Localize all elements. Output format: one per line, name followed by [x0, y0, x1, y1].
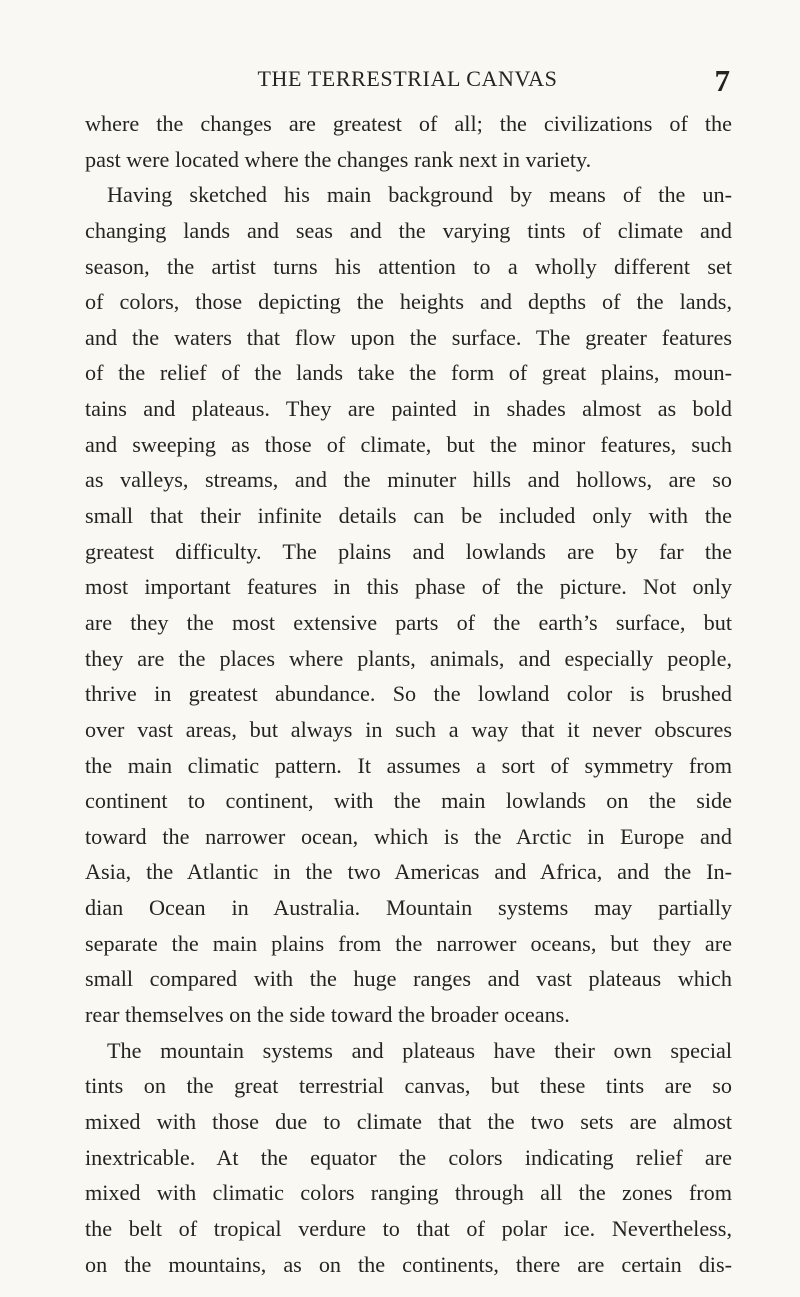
text-line: mixed with those due to climate that the two sets are almost [85, 1108, 732, 1134]
text-line: season, the artist turns his attention to a wholly different set [85, 253, 732, 279]
body-text [85, 106, 732, 1282]
text-line: and the waters that flow upon the surface. The greater features [85, 324, 732, 350]
running-header [85, 62, 730, 96]
text-line: greatest difficulty. The plains and lowlands are by far the [85, 538, 732, 564]
text-line: as valleys, streams, and the minuter hills and hollows, are so [85, 467, 732, 493]
text-line: of the relief of the lands take the form of great plains, moun- [85, 360, 732, 386]
text-line: small compared with the huge ranges and vast plateaus which [85, 966, 732, 992]
running-title: THE TERRESTRIAL CANVAS [257, 66, 558, 91]
text-line: the main climatic pattern. It assumes a sort of symmetry from [85, 752, 732, 778]
text-line: toward the narrower ocean, which is the Arctic in Europe and [85, 823, 732, 849]
text-line: The mountain systems and plateaus have their own special [107, 1037, 732, 1063]
text-line: the belt of tropical verdure to that of polar ice. Nevertheless, [85, 1215, 732, 1241]
page-number: 7 [714, 63, 730, 98]
text-line: dian Ocean in Australia. Mountain systems may partially [85, 895, 732, 921]
text-line: where the changes are greatest of all; the civilizations of the [85, 111, 732, 136]
text-line: they are the places where plants, animals, and especially people, [85, 645, 732, 671]
text-line: Having sketched his main background by means of the un- [107, 182, 732, 208]
text-line: tints on the great terrestrial canvas, but these tints are so [85, 1073, 732, 1099]
text-line: are they the most extensive parts of the earth’s surface, but [85, 609, 732, 635]
text-line: small that their infinite details can be included only with the [85, 503, 732, 529]
text-line: most important features in this phase of the picture. Not only [85, 574, 732, 600]
text-line: changing lands and seas and the varying tints of climate and [85, 217, 732, 243]
text-line: over vast areas, but always in such a way that it never obscures [85, 716, 732, 742]
text-line: mixed with climatic colors ranging through all the zones from [85, 1180, 732, 1206]
text-line: on the mountains, as on the continents, there are certain dis- [85, 1251, 732, 1277]
text-line: tains and plateaus. They are painted in shades almost as bold [85, 396, 732, 422]
text-line: and sweeping as those of climate, but the minor features, such [85, 431, 732, 457]
text-line: inextricable. At the equator the colors indicating relief are [85, 1144, 732, 1170]
text-line: continent to continent, with the main lowlands on the side [85, 788, 732, 814]
text-line: thrive in greatest abundance. So the lowland color is brushed [85, 681, 732, 707]
text-line: Asia, the Atlantic in the two Americas and Africa, and the In- [85, 859, 732, 885]
text-line: rear themselves on the side toward the broader oceans. [85, 1002, 570, 1028]
text-line: past were located where the changes rank next in variety. [85, 146, 592, 172]
text-line: separate the main plains from the narrower oceans, but they are [85, 930, 732, 956]
text-line: of colors, those depicting the heights and depths of the lands, [85, 289, 732, 315]
